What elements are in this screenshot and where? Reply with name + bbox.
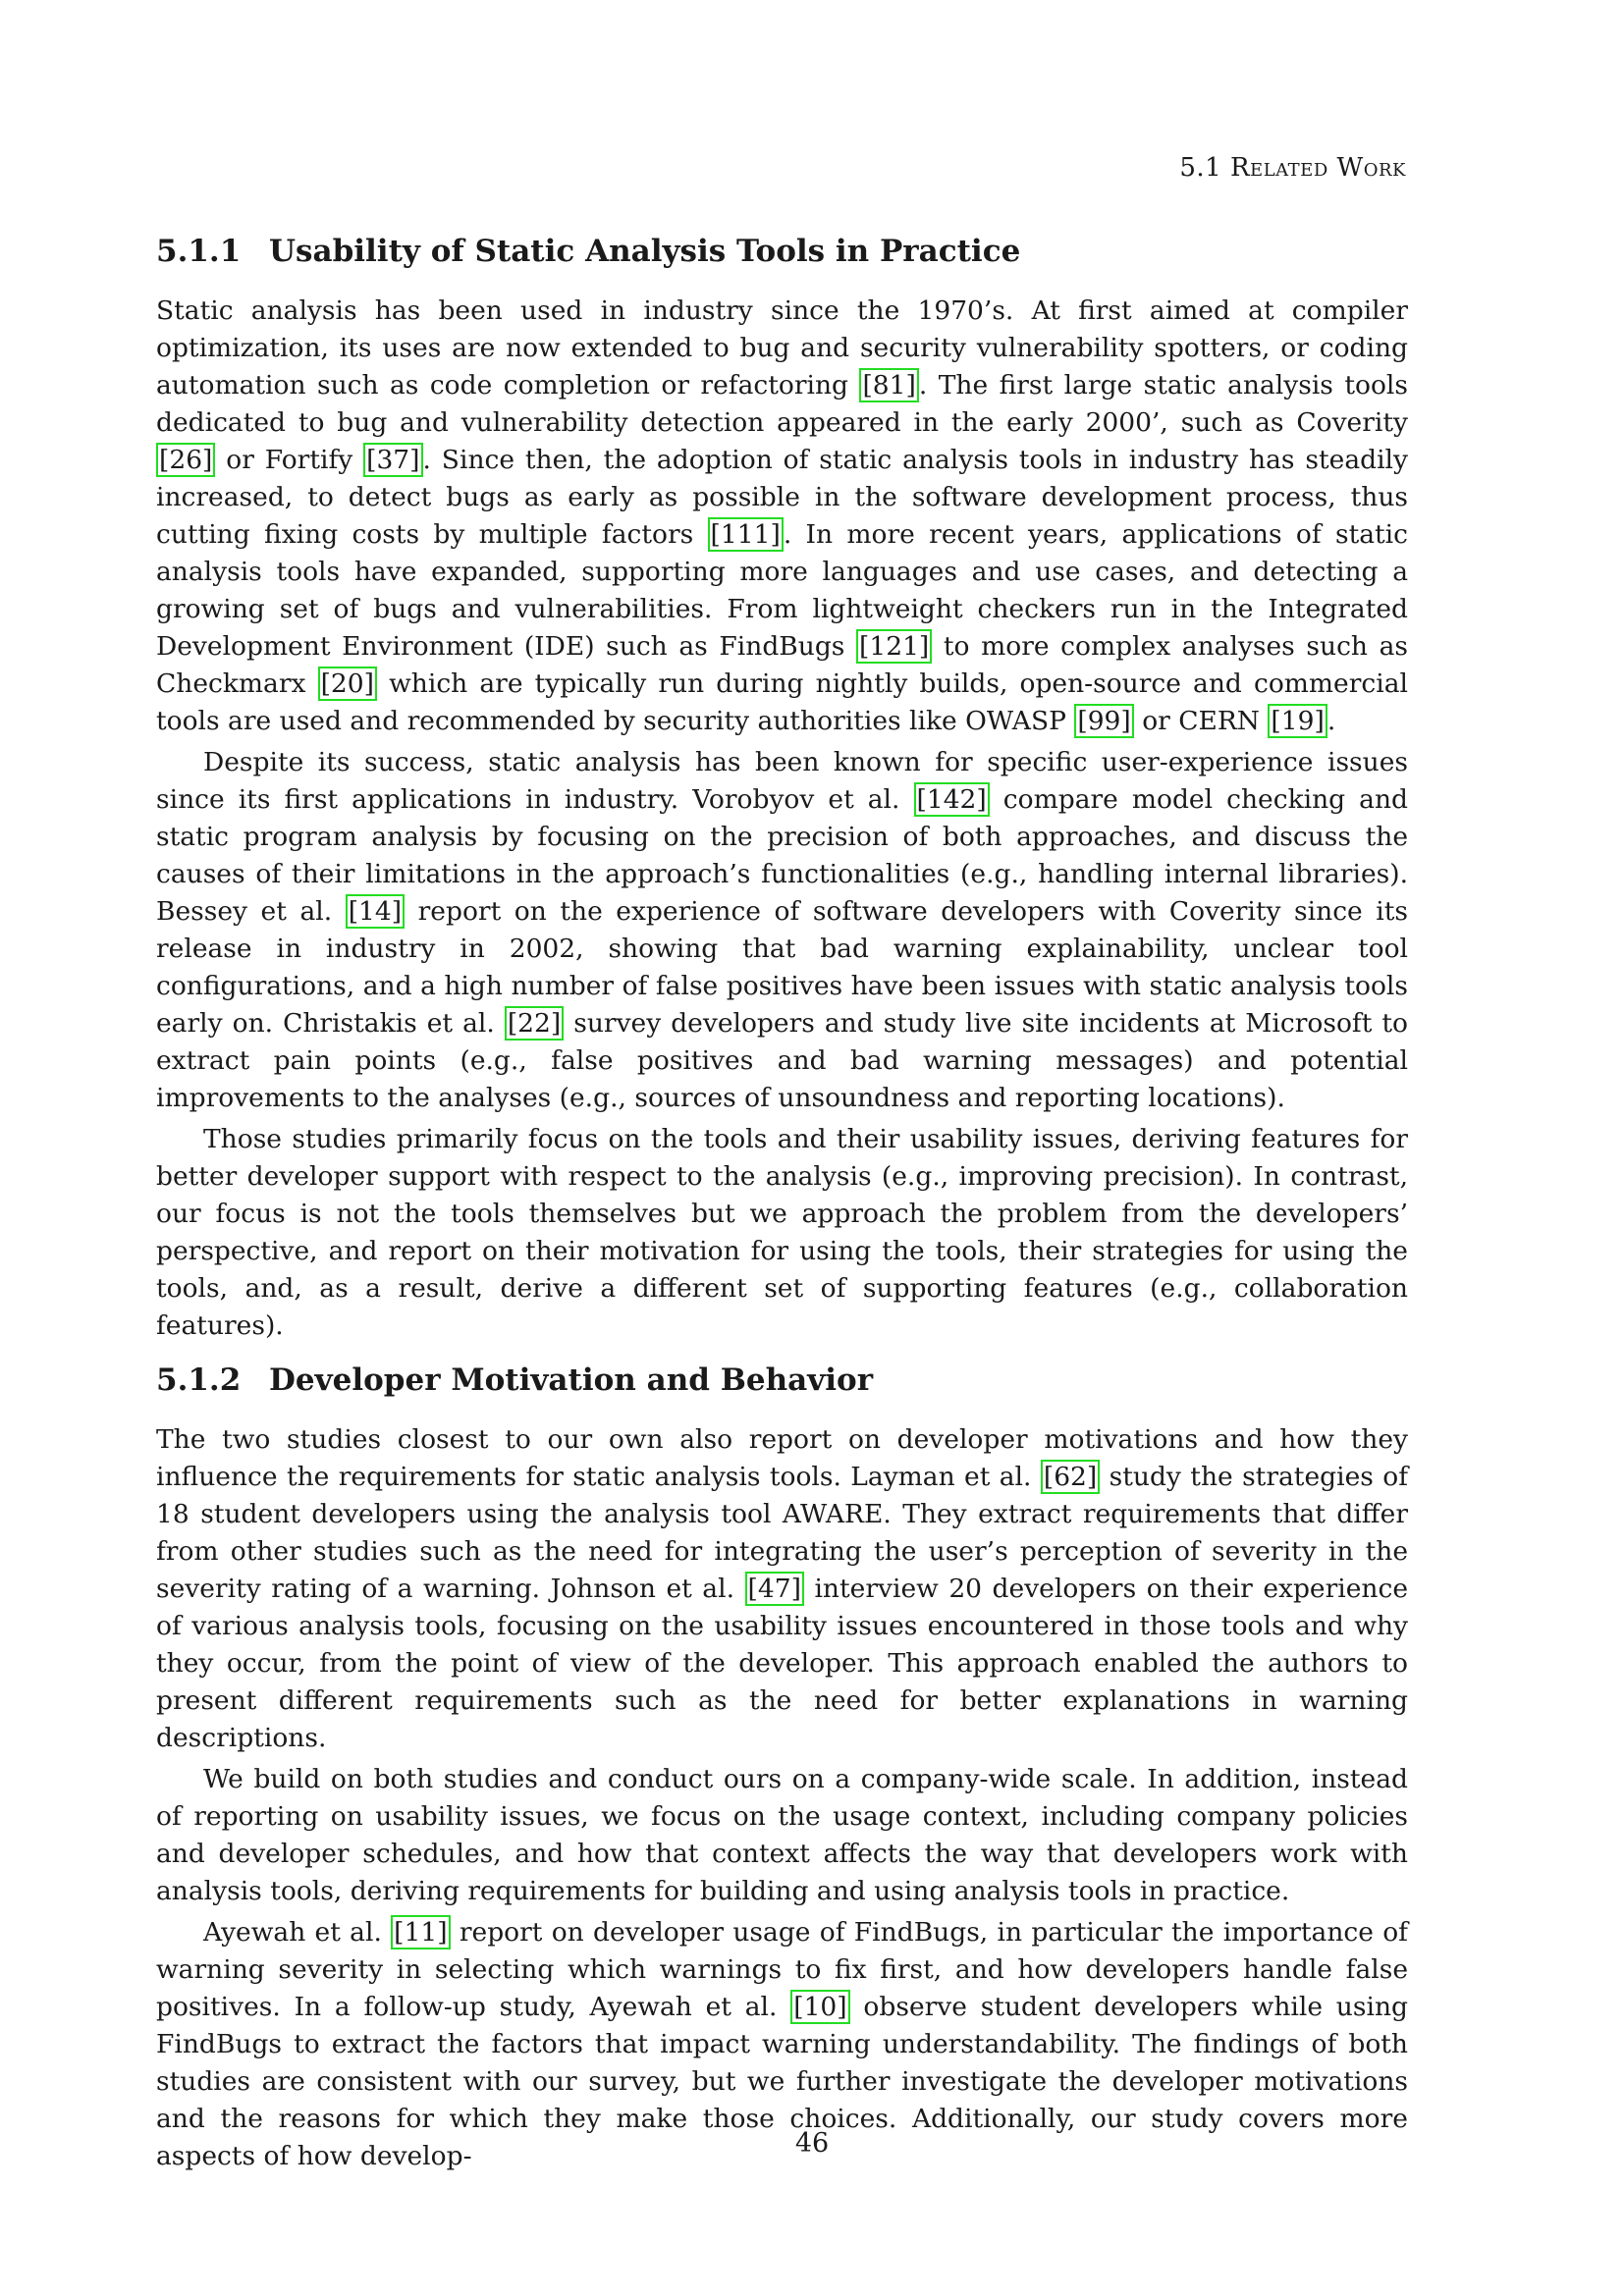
section-5-1-2-body xyxy=(156,1421,1408,2175)
section-heading xyxy=(156,232,1408,271)
citation-link[interactable]: [142] xyxy=(914,782,990,817)
section-heading xyxy=(156,1361,1408,1400)
section-5-1-1 xyxy=(156,232,1408,271)
paragraph: Those studies primarily focus on the tools and their usability issues, deriving features for better developer support with respect to the analysis (e.g., improving precision). In contrast, our focus is not the tools themselves but we approach the problem from the developers’ perspective, and report on their motivation for using the tools, their strategies for using the tools, and, as a result, derive a different set of supporting features (e.g., collaboration features). xyxy=(156,1124,1408,1341)
citation-link[interactable]: [20] xyxy=(318,667,377,701)
running-head-title: Related Work xyxy=(1229,153,1406,183)
section-title: Developer Motivation and Behavior xyxy=(269,1362,874,1398)
citation-link[interactable]: [111] xyxy=(708,517,784,552)
paragraph: We build on both studies and conduct ours on a company-wide scale. In addition, instead of reporting on usability issues, we focus on the usage context, including company policies and developer schedules, and how that context affects the way that developers work with analysis tools, deriving requirements for building and using analysis tools in practice. xyxy=(156,1764,1408,1906)
citation-link[interactable]: [11] xyxy=(391,1915,450,1949)
section-number: 5.1.2 xyxy=(156,1362,242,1398)
paragraph: Static analysis has been used in industry since the 1970’s. At first aimed at compiler optimization, its uses are now extended to bug and security vulnerability spotters, or coding automation such as code completion or refactoring [81] . The first large static analysis tools dedicated to bug and vulnerability detection appeared in the early 2000’, such as Coverity [26] or Fortify [37] . Since then, the adoption of static analysis tools in industry has steadily increased, to detect bugs as early as possible in the software development process, thus cutting fixing costs by multiple factors [111] . In more recent years, applications of static analysis tools have expanded, supporting more languages and use cases, and detecting a growing set of bugs and vulnerabilities. From lightweight checkers run in the Integrated Development Environment (IDE) such as FindBugs [121] to more complex analyses such as Checkmarx [20] which are typically run during nightly builds, open-source and commercial tools are used and recommended by security authorities like OWASP [99] or CERN [19] . xyxy=(156,295,1409,736)
citation-link[interactable]: [10] xyxy=(790,1990,849,2024)
running-head xyxy=(1179,153,1406,183)
section-5-1-1-body xyxy=(156,293,1408,1345)
paragraph: The two studies closest to our own also report on developer motivations and how they influence the requirements for static analysis tools. Layman et al. [62] study the strategies of 18 student developers using the analysis tool AWARE. They extract requirements that differ from other studies such as the need for integrating the user’s perception of severity in the severity rating of a warning. Johnson et al. [47] interview 20 developers on their experience of various analysis tools, focusing on the usability issues encountered in those tools and why they occur, from the point of view of the developer. This approach enabled the authors to present different requirements such as the need for better explanations in warning descriptions. xyxy=(156,1424,1409,1753)
citation-link[interactable]: [22] xyxy=(505,1006,564,1041)
citation-link[interactable]: [14] xyxy=(346,894,405,929)
section-number: 5.1.1 xyxy=(156,234,242,269)
section-5-1-2 xyxy=(156,1361,1408,1400)
citation-link[interactable]: [62] xyxy=(1041,1460,1100,1494)
paragraph: Despite its success, static analysis has been known for specific user-experience issues since its first applications in industry. Vorobyov et al. [142] compare model checking and static program analysis by focusing on the precision of both approaches, and discuss the causes of their limitations in the approach’s functionalities (e.g., handling internal libraries). Bessey et al. [14] report on the experience of software developers with Coverity since its release in industry in 2002, showing that bad warning explainability, unclear tool configurations, and a high number of false positives have been issues with static analysis tools early on. Christakis et al. [22] survey developers and study live site incidents at Microsoft to extract pain points (e.g., false positives and bad warning messages) and potential improvements to the analyses (e.g., sources of unsoundness and reporting locations). xyxy=(156,747,1408,1113)
citation-link[interactable]: [26] xyxy=(156,443,215,477)
citation-link[interactable]: [99] xyxy=(1074,704,1133,738)
running-head-number: 5.1 xyxy=(1179,153,1222,183)
section-title: Usability of Static Analysis Tools in Practice xyxy=(269,234,1021,269)
page-number: 46 xyxy=(794,2128,830,2159)
paragraph: Ayewah et al. [11] report on developer usage of FindBugs, in particular the importance of warning severity in selecting which warnings to fix first, and how developers handle false positives. In a follow-up study, Ayewah et al. [10] observe student developers while using FindBugs to extract the factors that impact warning understandability. The findings of both studies are consistent with our survey, but we further investigate the developer motivations and the reasons for which they make those choices. Additionally, our study covers more aspects of how develop- xyxy=(156,1917,1408,2171)
citation-link[interactable]: [47] xyxy=(745,1572,804,1606)
citation-link[interactable]: [121] xyxy=(856,629,932,664)
citation-link[interactable]: [81] xyxy=(859,368,918,402)
citation-link[interactable]: [19] xyxy=(1268,704,1326,738)
citation-link[interactable]: [37] xyxy=(363,443,422,477)
